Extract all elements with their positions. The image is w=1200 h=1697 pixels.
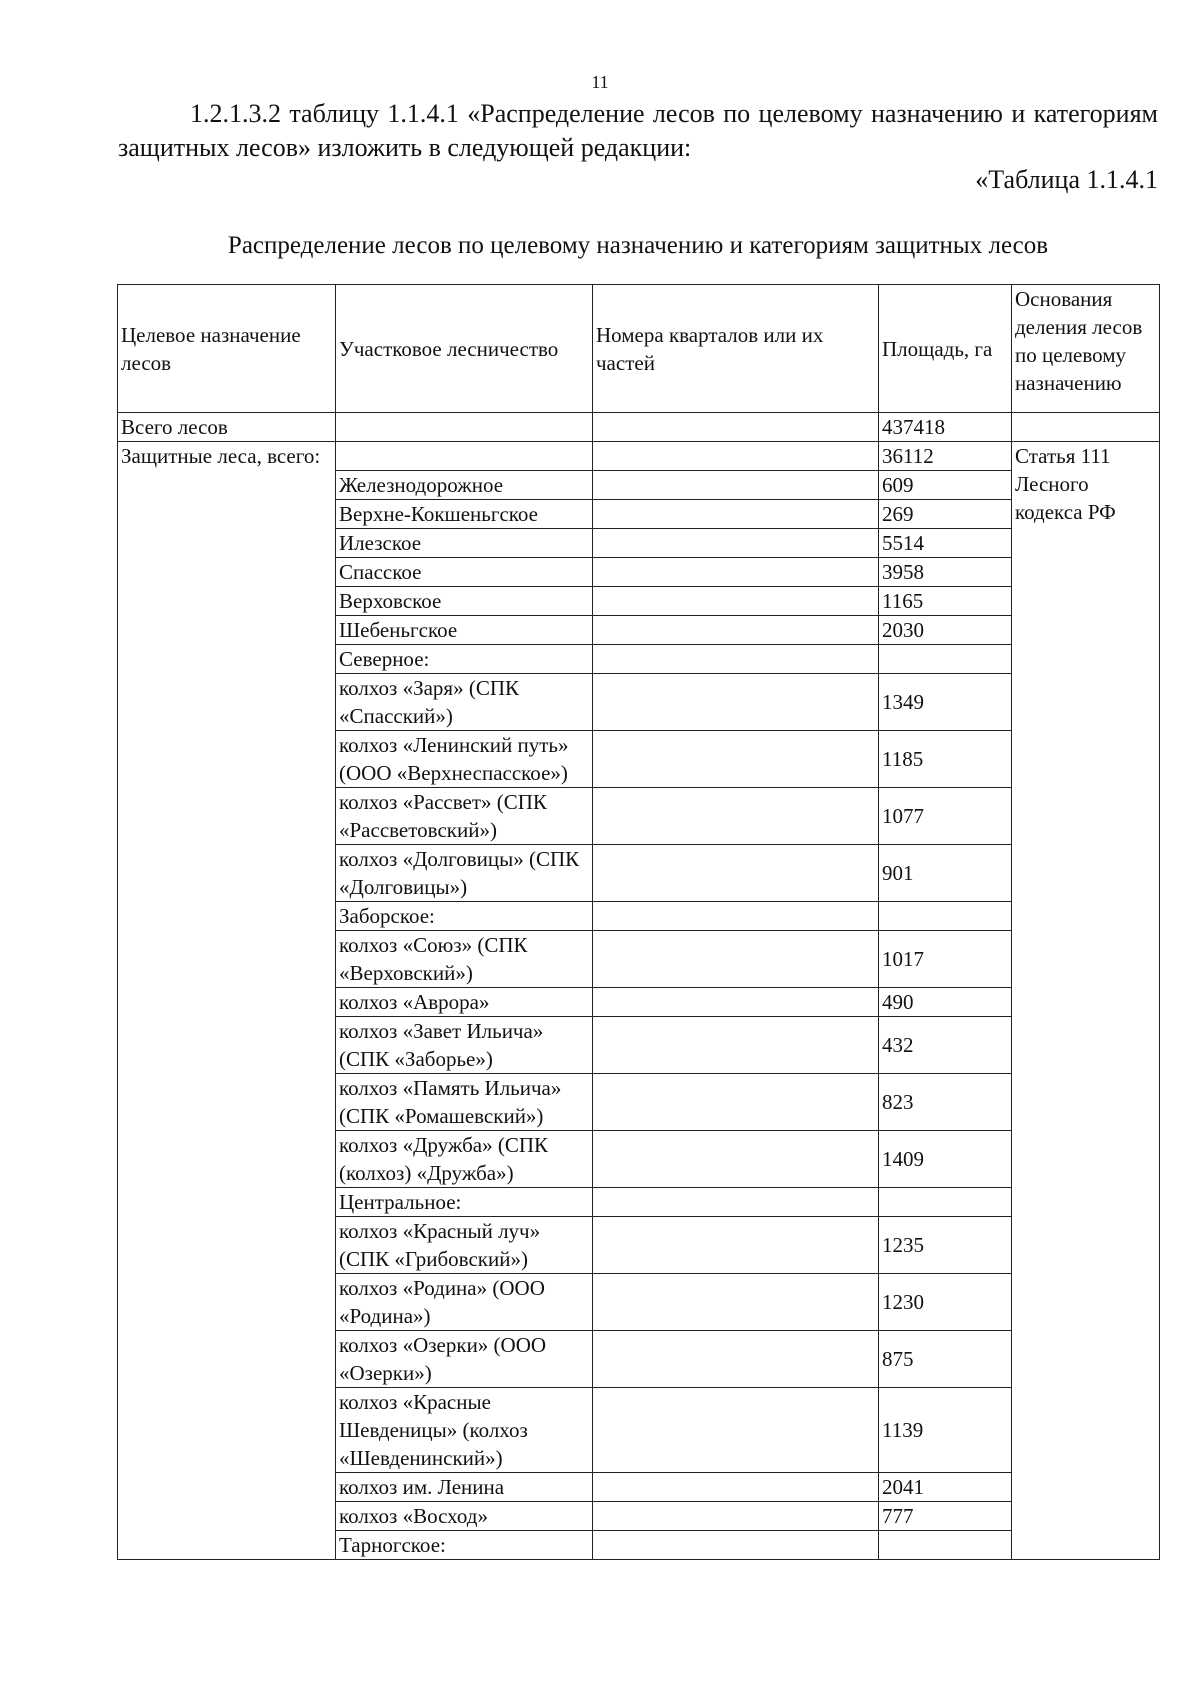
quarters-cell (593, 471, 879, 500)
quarters-cell (593, 931, 879, 988)
header-quarters: Номера кварталов или их частей (593, 285, 879, 413)
forestry-name: Заборское: (336, 902, 593, 931)
quarters-cell (593, 674, 879, 731)
quarters-cell (593, 1473, 879, 1502)
area-cell: 1230 (879, 1274, 1012, 1331)
area-cell: 490 (879, 988, 1012, 1017)
forestry-name: Северное: (336, 645, 593, 674)
quarters-cell (593, 1074, 879, 1131)
area-cell: 3958 (879, 558, 1012, 587)
forestry-name: колхоз «Восход» (336, 1502, 593, 1531)
quarters-cell (593, 500, 879, 529)
quarters-cell (593, 988, 879, 1017)
forestry-name: колхоз «Ленинский путь» (ООО «Верхнеспасское») (336, 731, 593, 788)
quarters-cell (593, 1188, 879, 1217)
forestry-name: Верховское (336, 587, 593, 616)
area-cell: 2030 (879, 616, 1012, 645)
forestry-name: колхоз «Долговицы» (СПК «Долговицы») (336, 845, 593, 902)
area-cell (879, 1188, 1012, 1217)
table-title: Распределение лесов по целевому назначению и категориям защитных лесов (227, 232, 1049, 259)
area-cell: 901 (879, 845, 1012, 902)
forestry-name: колхоз «Союз» (СПК «Верховский») (336, 931, 593, 988)
header-purpose: Целевое назначение лесов (118, 285, 336, 413)
table-reference: «Таблица 1.1.4.1 (975, 165, 1158, 194)
forestry-name: Верхне-Кокшеньгское (336, 500, 593, 529)
area-cell: 2041 (879, 1473, 1012, 1502)
area-cell: 609 (879, 471, 1012, 500)
area-cell: 1139 (879, 1388, 1012, 1473)
forestry-name: колхоз «Родина» (ООО «Родина») (336, 1274, 593, 1331)
quarters-cell (593, 788, 879, 845)
page-number: 11 (591, 72, 609, 92)
quarters-cell (593, 731, 879, 788)
forestry-name: колхоз «Аврора» (336, 988, 593, 1017)
quarters-cell (593, 587, 879, 616)
total-basis (1012, 413, 1160, 442)
forestry-name: Спасское (336, 558, 593, 587)
forestry-name: колхоз «Память Ильича» (СПК «Ромашевский») (336, 1074, 593, 1131)
total-label: Всего лесов (118, 413, 336, 442)
area-cell: 777 (879, 1502, 1012, 1531)
forestry-name: Железнодорожное (336, 471, 593, 500)
area-cell: 1349 (879, 674, 1012, 731)
quarters-cell (593, 845, 879, 902)
forestry-name: колхоз «Рассвет» (СПК «Рассветовский») (336, 788, 593, 845)
area-cell: 269 (879, 500, 1012, 529)
forestry-name: колхоз им. Ленина (336, 1473, 593, 1502)
quarters-cell (593, 1131, 879, 1188)
protective-label: Защитные леса, всего: (118, 442, 336, 1560)
area-cell (879, 645, 1012, 674)
quarters-cell (593, 1388, 879, 1473)
total-area: 437418 (879, 413, 1012, 442)
quarters-cell (593, 1274, 879, 1331)
area-cell: 5514 (879, 529, 1012, 558)
forestry-name: Илезское (336, 529, 593, 558)
area-cell: 1185 (879, 731, 1012, 788)
table-header-row (118, 285, 1160, 413)
quarters-cell (593, 1017, 879, 1074)
quarters-cell (593, 616, 879, 645)
header-forestry: Участковое лесничество (336, 285, 593, 413)
forestry-name: колхоз «Красные Шевденицы» (колхоз «Шевденинский») (336, 1388, 593, 1473)
forestry-name: Тарногское: (336, 1531, 593, 1560)
area-cell: 1409 (879, 1131, 1012, 1188)
forestry-name: колхоз «Завет Ильича» (СПК «Заборье») (336, 1017, 593, 1074)
protective-area: 36112 (879, 442, 1012, 471)
area-cell: 1017 (879, 931, 1012, 988)
area-cell (879, 902, 1012, 931)
quarters-cell (593, 558, 879, 587)
protective-row (118, 442, 1160, 471)
forestry-name: колхоз «Красный луч» (СПК «Грибовский») (336, 1217, 593, 1274)
area-cell: 1077 (879, 788, 1012, 845)
forestry-name: колхоз «Заря» (СПК «Спасский») (336, 674, 593, 731)
area-cell (879, 1531, 1012, 1560)
area-cell: 1235 (879, 1217, 1012, 1274)
quarters-cell (593, 1331, 879, 1388)
total-quarters (593, 413, 879, 442)
total-row (118, 413, 1160, 442)
quarters-cell (593, 902, 879, 931)
forestry-name: Шебеньгское (336, 616, 593, 645)
header-area: Площадь, га (879, 285, 1012, 413)
area-cell: 823 (879, 1074, 1012, 1131)
forestry-name: Центральное: (336, 1188, 593, 1217)
quarters-cell (593, 1217, 879, 1274)
protective-forestry (336, 442, 593, 471)
total-forestry (336, 413, 593, 442)
quarters-cell (593, 645, 879, 674)
area-cell: 875 (879, 1331, 1012, 1388)
header-basis: Основания деления лесов по целевому назначению (1012, 285, 1160, 413)
protective-basis: Статья 111 Лесного кодекса РФ (1012, 442, 1160, 1560)
protective-quarters (593, 442, 879, 471)
area-cell: 432 (879, 1017, 1012, 1074)
quarters-cell (593, 1531, 879, 1560)
forestry-name: колхоз «Озерки» (ООО «Озерки») (336, 1331, 593, 1388)
forestry-name: колхоз «Дружба» (СПК (колхоз) «Дружба») (336, 1131, 593, 1188)
forest-distribution-table (117, 284, 1160, 1560)
quarters-cell (593, 529, 879, 558)
intro-paragraph: 1.2.1.3.2 таблицу 1.1.4.1 «Распределение лесов по целевому назначению и категориям защитных лесов» изложить в следующей редакции: (118, 99, 1158, 162)
area-cell: 1165 (879, 587, 1012, 616)
quarters-cell (593, 1502, 879, 1531)
